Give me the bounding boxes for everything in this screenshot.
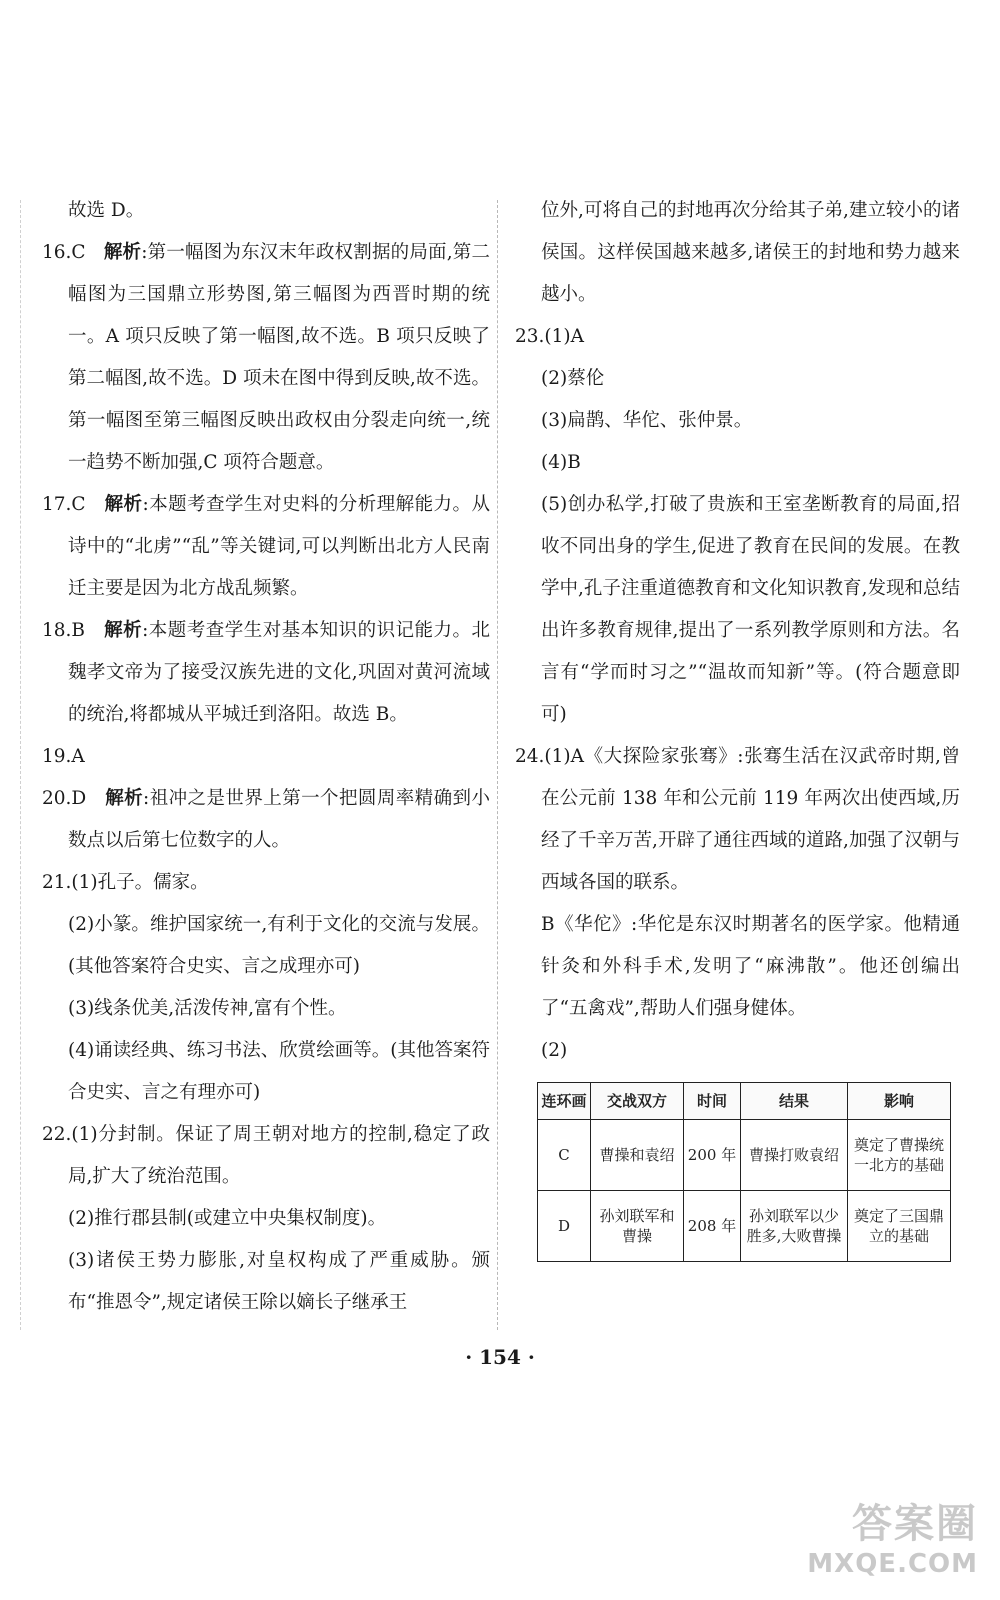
table-cell: 孙刘联军以少胜多,大败曹操 bbox=[741, 1191, 848, 1262]
answer-tail-15: 故选 D。 bbox=[68, 200, 145, 221]
answer-22-part2: (2)推行郡县制(或建立中央集权制度)。 bbox=[68, 1208, 387, 1229]
analysis-text: :本题考查学生对基本知识的识记能力。北魏孝文帝为了接受汉族先进的文化,巩固对黄河流域的统治,将都城从平城迁到洛阳。故选 B。 bbox=[68, 620, 490, 725]
table-cell: C bbox=[538, 1120, 591, 1191]
watermark-url: MXQE.COM bbox=[807, 1549, 978, 1579]
answer-20 bbox=[42, 778, 490, 862]
table-cell: D bbox=[538, 1191, 591, 1262]
margin-rule bbox=[20, 200, 21, 1330]
answer-number: 21. bbox=[42, 872, 72, 893]
answer-19: 19.A bbox=[42, 746, 85, 767]
table-cell: 208 年 bbox=[684, 1191, 741, 1262]
watermark-logo bbox=[778, 1492, 978, 1582]
page-number: · 154 · bbox=[465, 1345, 535, 1369]
table-header-row bbox=[538, 1083, 951, 1120]
answer-number: 20.D bbox=[42, 788, 87, 809]
answer-23-part1: (1)A bbox=[544, 326, 584, 347]
answer-24-part2: (2) bbox=[541, 1040, 568, 1061]
table-header: 连环画 bbox=[538, 1083, 591, 1120]
analysis-label: 解析 bbox=[103, 242, 142, 263]
table-cell: 曹操和袁绍 bbox=[591, 1120, 684, 1191]
answer-22-part1: (1)分封制。保证了周王朝对地方的控制,稳定了政局,扩大了统治范围。 bbox=[68, 1124, 490, 1187]
answer-16 bbox=[42, 232, 490, 484]
answer-21-part2: (2)小篆。维护国家统一,有利于文化的交流与发展。(其他答案符合史实、言之成理亦可) bbox=[68, 914, 490, 977]
answer-21-part1: (1)孔子。儒家。 bbox=[71, 872, 209, 893]
analysis-label: 解析 bbox=[104, 620, 143, 641]
answer-23-part4: (4)B bbox=[541, 452, 581, 473]
answer-number: 23. bbox=[515, 326, 545, 347]
watermark-text: 答案圈 bbox=[852, 1501, 978, 1547]
answer-24 bbox=[515, 736, 960, 904]
answer-21-part4: (4)诵读经典、练习书法、欣赏绘画等。(其他答案符合史实、言之有理亦可) bbox=[68, 1040, 490, 1103]
table-header: 交战双方 bbox=[591, 1083, 684, 1120]
table-row bbox=[538, 1191, 951, 1262]
answer-21 bbox=[42, 862, 490, 904]
answer-18 bbox=[42, 610, 490, 736]
answer-22 bbox=[42, 1114, 490, 1198]
answer-24-part1b: B《华佗》:华佗是东汉时期著名的医学家。他精通针灸和外科手术,发明了“麻沸散”。他还创编出了“五禽戏”,帮助人们强身健体。 bbox=[541, 914, 960, 1019]
answer-22-part3: (3)诸侯王势力膨胀,对皇权构成了严重威胁。颁布“推恩令”,规定诸侯王除以嫡长子继承王 bbox=[68, 1250, 490, 1313]
analysis-text: :本题考查学生对史料的分析理解能力。从诗中的“北虏”“乱”等关键词,可以判断出北方人民南迁主要是因为北方战乱频繁。 bbox=[68, 494, 490, 599]
answer-number: 17.C bbox=[42, 494, 86, 515]
analysis-text: :第一幅图为东汉末年政权割据的局面,第二幅图为三国鼎立形势图,第三幅图为西晋时期的统一。A 项只反映了第一幅图,故不选。B 项只反映了第二幅图,故不选。D 项未在图中得到反映,故不选。第一幅图至第三幅图反映出政权由分裂走向统一,统一趋势不断加强,C 项符合题意。 bbox=[68, 242, 490, 473]
analysis-label: 解析 bbox=[105, 788, 144, 809]
table-row bbox=[538, 1120, 951, 1191]
answer-24-part1: (1)A《大探险家张骞》:张骞生活在汉武帝时期,曾在公元前 138 年和公元前 119 年两次出使西域,历经了千辛万苦,开辟了通往西域的道路,加强了汉朝与西域各国的联系。 bbox=[541, 746, 960, 893]
answer-number: 18.B bbox=[42, 620, 86, 641]
table-header: 时间 bbox=[684, 1083, 741, 1120]
answer-23 bbox=[515, 316, 960, 358]
answer-23-part2: (2)蔡伦 bbox=[541, 368, 605, 389]
answer-23-part5: (5)创办私学,打破了贵族和王室垄断教育的局面,招收不同出身的学生,促进了教育在民间的发展。在教学中,孔子注重道德教育和文化知识教育,发现和总结出许多教育规律,提出了一系列教学原则和方法。名言有“学而时习之”“温故而知新”等。(符合题意即可) bbox=[541, 494, 960, 725]
answer-22-continued: 位外,可将自己的封地再次分给其子弟,建立较小的诸侯国。这样侯国越来越多,诸侯王的封地和势力越来越小。 bbox=[541, 200, 960, 305]
analysis-label: 解析 bbox=[104, 494, 143, 515]
answer-17 bbox=[42, 484, 490, 610]
table-header: 影响 bbox=[848, 1083, 951, 1120]
answer-number: 22. bbox=[42, 1124, 72, 1145]
table-cell: 200 年 bbox=[684, 1120, 741, 1191]
table-cell: 孙刘联军和曹操 bbox=[591, 1191, 684, 1262]
answer-number: 16.C bbox=[42, 242, 86, 263]
table-header: 结果 bbox=[741, 1083, 848, 1120]
right-column bbox=[515, 190, 960, 1262]
analysis-text: :祖冲之是世界上第一个把圆周率精确到小数点以后第七位数字的人。 bbox=[68, 788, 490, 851]
left-column bbox=[42, 190, 490, 1324]
battle-table bbox=[537, 1082, 951, 1262]
table-cell: 奠定了三国鼎立的基础 bbox=[848, 1191, 951, 1262]
table-cell: 奠定了曹操统一北方的基础 bbox=[848, 1120, 951, 1191]
answer-23-part3: (3)扁鹊、华佗、张仲景。 bbox=[541, 410, 753, 431]
answer-21-part3: (3)线条优美,活泼传神,富有个性。 bbox=[68, 998, 347, 1019]
column-divider bbox=[497, 200, 498, 1330]
table-cell: 曹操打败袁绍 bbox=[741, 1120, 848, 1191]
answer-number: 24. bbox=[515, 746, 545, 767]
